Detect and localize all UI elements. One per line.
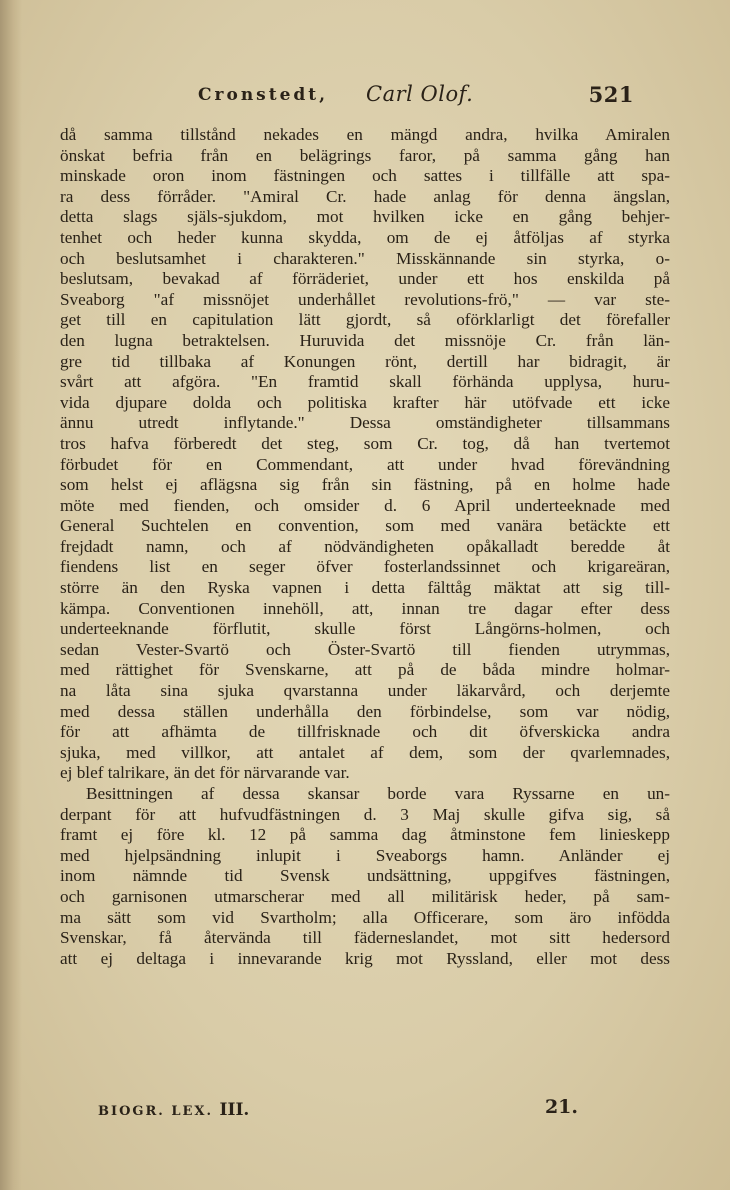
text-line: större än den Ryska vapnen i detta fälttåg mäktat att sig till-	[60, 578, 670, 598]
text-line: derpant för att hufvudfästningen d. 3 Maj skulle gifva sig, så	[60, 804, 670, 824]
text-line: gre tid tillbaka af Konungen rönt, dertill har bidragit, är	[60, 351, 670, 371]
text-line: med hjelpsändning inlupit i Sveaborgs hamn. Anländer ej	[60, 845, 670, 865]
page-number: 521	[588, 82, 634, 107]
text-line: att ej deltaga i innevarande krig mot Ryssland, eller mot dess	[60, 948, 670, 968]
text-line: tros hafva förberedt det steg, som Cr. tog, då han tvertemot	[60, 433, 670, 453]
text-line: frejdadt namn, och af nödvändigheten opåkalladt beredde åt	[60, 536, 670, 556]
text-line: na låta sina sjuka qvarstanna under läkarvård, och derjemte	[60, 681, 670, 701]
text-line: för att afhämta de tillfrisknade och dit öfverskicka andra	[60, 722, 670, 742]
text-line: get till en capitulation lätt gjordt, så oförklarligt det förefaller	[60, 310, 670, 330]
text-line: ej blef talrikare, än det för närvarande var.	[60, 763, 350, 783]
text-line: och beslutsamhet i charakteren." Misskännande sin styrka, o-	[60, 248, 670, 268]
text-line: sjuka, med villkor, att antalet af dem, som der qvarlemnades,	[60, 742, 670, 762]
text-line: minskade oron inom fästningen och sattes i tillfälle att spa-	[60, 166, 670, 186]
text-line: fiendens list en seger öfver fosterlandssinnet och krigareäran,	[60, 557, 670, 577]
gathering-number: 21.	[544, 1096, 578, 1118]
text-line: Sveaborg "af missnöjet underhållet revolutions-frö," — var ste-	[60, 289, 670, 309]
text-line: ma sätt som vid Svartholm; alla Officerare, som äro infödda	[60, 907, 670, 927]
header-surname: Cronstedt,	[198, 85, 329, 105]
body-text	[60, 125, 670, 969]
running-header	[198, 82, 638, 112]
text-line: ra dess förråder. "Amiral Cr. hade anlag för denna ängslan,	[60, 186, 670, 206]
text-line: med rättighet för Svenskarne, att på de båda mindre holmar-	[60, 660, 670, 680]
text-line: önskat befria från en belägrings faror, på samma gång han	[60, 145, 670, 165]
text-line: förbudet för en Commendant, att under hvad förevändning	[60, 454, 670, 474]
text-line: framt ej före kl. 12 på samma dag åtminstone fem linieskepp	[60, 825, 670, 845]
page-footer	[98, 1096, 578, 1122]
text-line: den lugna betraktelsen. Huruvida det missnöje Cr. från län-	[60, 330, 670, 350]
text-line: tenhet och heder kunna skydda, om de ej åtföljas af styrka	[60, 227, 670, 247]
text-line: Besittningen af dessa skansar borde vara Ryssarne en un-	[86, 784, 670, 803]
text-line: sedan Vester-Svartö och Öster-Svartö till fienden utrymmas,	[60, 639, 670, 659]
text-line: med dessa ställen underhålla den förbindelse, som var nödig,	[60, 701, 670, 721]
text-line: vida djupare dolda och politiska krafter här utöfvade ett icke	[60, 392, 670, 412]
text-line: underteeknande förflutit, skulle först Långörns-holmen, och	[60, 619, 670, 639]
text-line: beslutsam, bevakad af förräderiet, under ett hos enskilda på	[60, 269, 670, 289]
header-given-name: Carl Olof.	[366, 82, 474, 106]
signature-mark	[98, 1100, 249, 1120]
text-line: och garnisonen utmarscherar med all militärisk heder, på sam-	[60, 886, 670, 906]
text-line: då samma tillstånd nekades en mängd andra, hvilka Amiralen	[60, 125, 670, 144]
text-line: svårt att afgöra. "En framtid skall förhända upplysa, huru-	[60, 372, 670, 392]
signature-title: BIOGR. LEX.	[98, 1104, 214, 1119]
text-line: detta slags själs-sjukdom, mot hvilken icke en gång behjer-	[60, 207, 670, 227]
page-spine-shadow	[0, 0, 22, 1190]
text-line: General Suchtelen en convention, som med vanära betäckte ett	[60, 516, 670, 536]
signature-volume: III.	[219, 1100, 250, 1120]
text-line: kämpa. Conventionen innehöll, att, innan tre dagar efter dess	[60, 598, 670, 618]
text-line: Svenskar, få återvända till fäderneslandet, mot sitt hedersord	[60, 928, 670, 948]
text-line: inom nämnde tid Svensk undsättning, uppgifves fästningen,	[60, 866, 670, 886]
text-line: möte med fienden, och omsider d. 6 April underteeknade med	[60, 495, 670, 515]
text-line: som helst ej aflägsna sig från sin fästning, på en holme hade	[60, 475, 670, 495]
text-line: ännu utredt inflytande." Dessa omständigheter tillsammans	[60, 413, 670, 433]
